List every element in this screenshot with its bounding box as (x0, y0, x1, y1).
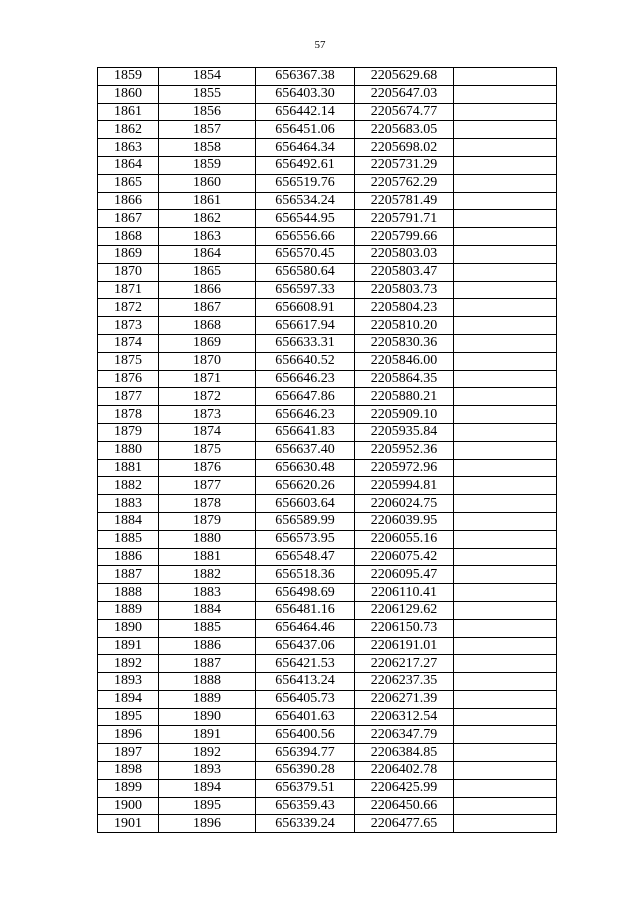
point-number-cell: 1871 (98, 281, 159, 299)
note-cell (454, 406, 557, 424)
page-number: 57 (314, 39, 326, 51)
point-number-cell: 1879 (98, 423, 159, 441)
point-number-cell: 1887 (98, 566, 159, 584)
note-cell (454, 708, 557, 726)
point-number-cell: 1864 (98, 156, 159, 174)
note-cell (454, 68, 557, 86)
reference-number-cell: 1864 (159, 245, 256, 263)
x-coordinate-cell: 656580.64 (256, 263, 355, 281)
x-coordinate-cell: 656394.77 (256, 744, 355, 762)
table-row (98, 103, 557, 121)
note-cell (454, 299, 557, 317)
table-row (98, 370, 557, 388)
point-number-cell: 1870 (98, 263, 159, 281)
point-number-cell: 1859 (98, 68, 159, 86)
note-cell (454, 548, 557, 566)
table-row (98, 726, 557, 744)
y-coordinate-cell: 2206075.42 (355, 548, 454, 566)
note-cell (454, 103, 557, 121)
y-coordinate-cell: 2205803.47 (355, 263, 454, 281)
table-row (98, 797, 557, 815)
note-cell (454, 779, 557, 797)
table-row (98, 317, 557, 335)
y-coordinate-cell: 2205803.03 (355, 245, 454, 263)
y-coordinate-cell: 2206477.65 (355, 815, 454, 833)
point-number-cell: 1878 (98, 406, 159, 424)
x-coordinate-cell: 656617.94 (256, 317, 355, 335)
point-number-cell: 1892 (98, 655, 159, 673)
x-coordinate-cell: 656367.38 (256, 68, 355, 86)
reference-number-cell: 1893 (159, 762, 256, 780)
x-coordinate-cell: 656630.48 (256, 459, 355, 477)
x-coordinate-cell: 656534.24 (256, 192, 355, 210)
table-row (98, 441, 557, 459)
note-cell (454, 815, 557, 833)
table-row (98, 334, 557, 352)
y-coordinate-cell: 2206217.27 (355, 655, 454, 673)
table-row (98, 192, 557, 210)
table-row (98, 352, 557, 370)
y-coordinate-cell: 2205864.35 (355, 370, 454, 388)
table-row (98, 388, 557, 406)
y-coordinate-cell: 2205830.36 (355, 334, 454, 352)
x-coordinate-cell: 656646.23 (256, 370, 355, 388)
y-coordinate-cell: 2206384.85 (355, 744, 454, 762)
note-cell (454, 441, 557, 459)
note-cell (454, 673, 557, 691)
reference-number-cell: 1885 (159, 619, 256, 637)
y-coordinate-cell: 2205846.00 (355, 352, 454, 370)
y-coordinate-cell: 2205803.73 (355, 281, 454, 299)
reference-number-cell: 1872 (159, 388, 256, 406)
point-number-cell: 1880 (98, 441, 159, 459)
y-coordinate-cell: 2205731.29 (355, 156, 454, 174)
note-cell (454, 601, 557, 619)
note-cell (454, 655, 557, 673)
note-cell (454, 156, 557, 174)
y-coordinate-cell: 2206039.95 (355, 512, 454, 530)
table-row (98, 744, 557, 762)
reference-number-cell: 1877 (159, 477, 256, 495)
table-row (98, 655, 557, 673)
x-coordinate-cell: 656498.69 (256, 584, 355, 602)
x-coordinate-cell: 656597.33 (256, 281, 355, 299)
point-number-cell: 1886 (98, 548, 159, 566)
y-coordinate-cell: 2205762.29 (355, 174, 454, 192)
x-coordinate-cell: 656492.61 (256, 156, 355, 174)
reference-number-cell: 1890 (159, 708, 256, 726)
y-coordinate-cell: 2205781.49 (355, 192, 454, 210)
x-coordinate-cell: 656464.46 (256, 619, 355, 637)
reference-number-cell: 1870 (159, 352, 256, 370)
note-cell (454, 726, 557, 744)
y-coordinate-cell: 2206191.01 (355, 637, 454, 655)
table-row (98, 779, 557, 797)
reference-number-cell: 1884 (159, 601, 256, 619)
table-row (98, 584, 557, 602)
reference-number-cell: 1875 (159, 441, 256, 459)
point-number-cell: 1891 (98, 637, 159, 655)
note-cell (454, 139, 557, 157)
point-number-cell: 1873 (98, 317, 159, 335)
note-cell (454, 370, 557, 388)
x-coordinate-cell: 656603.64 (256, 495, 355, 513)
x-coordinate-cell: 656647.86 (256, 388, 355, 406)
x-coordinate-cell: 656451.06 (256, 121, 355, 139)
table-row (98, 139, 557, 157)
y-coordinate-cell: 2205799.66 (355, 228, 454, 246)
reference-number-cell: 1889 (159, 690, 256, 708)
note-cell (454, 584, 557, 602)
y-coordinate-cell: 2205994.81 (355, 477, 454, 495)
x-coordinate-cell: 656401.63 (256, 708, 355, 726)
note-cell (454, 85, 557, 103)
table-row (98, 673, 557, 691)
table-row (98, 566, 557, 584)
table-row (98, 228, 557, 246)
note-cell (454, 637, 557, 655)
reference-number-cell: 1858 (159, 139, 256, 157)
point-number-cell: 1898 (98, 762, 159, 780)
point-number-cell: 1869 (98, 245, 159, 263)
point-number-cell: 1899 (98, 779, 159, 797)
table-row (98, 156, 557, 174)
point-number-cell: 1900 (98, 797, 159, 815)
point-number-cell: 1889 (98, 601, 159, 619)
table-row (98, 459, 557, 477)
table-row (98, 174, 557, 192)
y-coordinate-cell: 2206402.78 (355, 762, 454, 780)
reference-number-cell: 1856 (159, 103, 256, 121)
x-coordinate-cell: 656481.16 (256, 601, 355, 619)
y-coordinate-cell: 2205674.77 (355, 103, 454, 121)
reference-number-cell: 1896 (159, 815, 256, 833)
y-coordinate-cell: 2205683.05 (355, 121, 454, 139)
point-number-cell: 1867 (98, 210, 159, 228)
note-cell (454, 690, 557, 708)
coordinates-table (97, 67, 557, 833)
x-coordinate-cell: 656608.91 (256, 299, 355, 317)
reference-number-cell: 1892 (159, 744, 256, 762)
table-row (98, 263, 557, 281)
y-coordinate-cell: 2205880.21 (355, 388, 454, 406)
x-coordinate-cell: 656437.06 (256, 637, 355, 655)
table-row (98, 245, 557, 263)
reference-number-cell: 1888 (159, 673, 256, 691)
note-cell (454, 744, 557, 762)
x-coordinate-cell: 656637.40 (256, 441, 355, 459)
x-coordinate-cell: 656464.34 (256, 139, 355, 157)
point-number-cell: 1865 (98, 174, 159, 192)
table-row (98, 210, 557, 228)
reference-number-cell: 1874 (159, 423, 256, 441)
point-number-cell: 1884 (98, 512, 159, 530)
point-number-cell: 1862 (98, 121, 159, 139)
y-coordinate-cell: 2205952.36 (355, 441, 454, 459)
x-coordinate-cell: 656403.30 (256, 85, 355, 103)
table-row (98, 423, 557, 441)
table-row (98, 637, 557, 655)
x-coordinate-cell: 656339.24 (256, 815, 355, 833)
reference-number-cell: 1866 (159, 281, 256, 299)
point-number-cell: 1861 (98, 103, 159, 121)
y-coordinate-cell: 2205909.10 (355, 406, 454, 424)
y-coordinate-cell: 2206150.73 (355, 619, 454, 637)
table-row (98, 477, 557, 495)
y-coordinate-cell: 2206347.79 (355, 726, 454, 744)
note-cell (454, 317, 557, 335)
y-coordinate-cell: 2206024.75 (355, 495, 454, 513)
note-cell (454, 388, 557, 406)
reference-number-cell: 1854 (159, 68, 256, 86)
y-coordinate-cell: 2205791.71 (355, 210, 454, 228)
y-coordinate-cell: 2205804.23 (355, 299, 454, 317)
table-row (98, 281, 557, 299)
y-coordinate-cell: 2206129.62 (355, 601, 454, 619)
y-coordinate-cell: 2206110.41 (355, 584, 454, 602)
table-row (98, 68, 557, 86)
y-coordinate-cell: 2206425.99 (355, 779, 454, 797)
point-number-cell: 1876 (98, 370, 159, 388)
y-coordinate-cell: 2206312.54 (355, 708, 454, 726)
table-row (98, 690, 557, 708)
x-coordinate-cell: 656570.45 (256, 245, 355, 263)
x-coordinate-cell: 656379.51 (256, 779, 355, 797)
y-coordinate-cell: 2206271.39 (355, 690, 454, 708)
point-number-cell: 1885 (98, 530, 159, 548)
reference-number-cell: 1883 (159, 584, 256, 602)
point-number-cell: 1882 (98, 477, 159, 495)
point-number-cell: 1881 (98, 459, 159, 477)
reference-number-cell: 1879 (159, 512, 256, 530)
reference-number-cell: 1880 (159, 530, 256, 548)
point-number-cell: 1874 (98, 334, 159, 352)
reference-number-cell: 1860 (159, 174, 256, 192)
x-coordinate-cell: 656519.76 (256, 174, 355, 192)
reference-number-cell: 1894 (159, 779, 256, 797)
table-row (98, 512, 557, 530)
table-row (98, 708, 557, 726)
x-coordinate-cell: 656421.53 (256, 655, 355, 673)
note-cell (454, 797, 557, 815)
note-cell (454, 762, 557, 780)
x-coordinate-cell: 656589.99 (256, 512, 355, 530)
reference-number-cell: 1857 (159, 121, 256, 139)
reference-number-cell: 1865 (159, 263, 256, 281)
note-cell (454, 512, 557, 530)
x-coordinate-cell: 656646.23 (256, 406, 355, 424)
x-coordinate-cell: 656400.56 (256, 726, 355, 744)
y-coordinate-cell: 2205810.20 (355, 317, 454, 335)
x-coordinate-cell: 656633.31 (256, 334, 355, 352)
x-coordinate-cell: 656359.43 (256, 797, 355, 815)
note-cell (454, 281, 557, 299)
reference-number-cell: 1859 (159, 156, 256, 174)
table-row (98, 121, 557, 139)
y-coordinate-cell: 2205698.02 (355, 139, 454, 157)
x-coordinate-cell: 656573.95 (256, 530, 355, 548)
table-row (98, 815, 557, 833)
reference-number-cell: 1861 (159, 192, 256, 210)
note-cell (454, 228, 557, 246)
point-number-cell: 1872 (98, 299, 159, 317)
point-number-cell: 1901 (98, 815, 159, 833)
note-cell (454, 530, 557, 548)
point-number-cell: 1896 (98, 726, 159, 744)
point-number-cell: 1894 (98, 690, 159, 708)
x-coordinate-cell: 656544.95 (256, 210, 355, 228)
reference-number-cell: 1886 (159, 637, 256, 655)
y-coordinate-cell: 2205647.03 (355, 85, 454, 103)
reference-number-cell: 1863 (159, 228, 256, 246)
reference-number-cell: 1891 (159, 726, 256, 744)
reference-number-cell: 1895 (159, 797, 256, 815)
table-body (98, 68, 557, 833)
x-coordinate-cell: 656556.66 (256, 228, 355, 246)
note-cell (454, 192, 557, 210)
note-cell (454, 619, 557, 637)
point-number-cell: 1875 (98, 352, 159, 370)
table-row (98, 406, 557, 424)
x-coordinate-cell: 656390.28 (256, 762, 355, 780)
y-coordinate-cell: 2205972.96 (355, 459, 454, 477)
point-number-cell: 1863 (98, 139, 159, 157)
reference-number-cell: 1882 (159, 566, 256, 584)
y-coordinate-cell: 2205629.68 (355, 68, 454, 86)
table-row (98, 530, 557, 548)
note-cell (454, 477, 557, 495)
x-coordinate-cell: 656518.36 (256, 566, 355, 584)
x-coordinate-cell: 656641.83 (256, 423, 355, 441)
note-cell (454, 210, 557, 228)
note-cell (454, 245, 557, 263)
reference-number-cell: 1876 (159, 459, 256, 477)
note-cell (454, 495, 557, 513)
y-coordinate-cell: 2205935.84 (355, 423, 454, 441)
y-coordinate-cell: 2206055.16 (355, 530, 454, 548)
table-row (98, 548, 557, 566)
note-cell (454, 121, 557, 139)
reference-number-cell: 1887 (159, 655, 256, 673)
note-cell (454, 334, 557, 352)
reference-number-cell: 1869 (159, 334, 256, 352)
note-cell (454, 352, 557, 370)
point-number-cell: 1895 (98, 708, 159, 726)
table-row (98, 299, 557, 317)
reference-number-cell: 1878 (159, 495, 256, 513)
x-coordinate-cell: 656548.47 (256, 548, 355, 566)
reference-number-cell: 1862 (159, 210, 256, 228)
x-coordinate-cell: 656640.52 (256, 352, 355, 370)
table-row (98, 619, 557, 637)
point-number-cell: 1893 (98, 673, 159, 691)
y-coordinate-cell: 2206095.47 (355, 566, 454, 584)
x-coordinate-cell: 656620.26 (256, 477, 355, 495)
reference-number-cell: 1881 (159, 548, 256, 566)
note-cell (454, 566, 557, 584)
reference-number-cell: 1873 (159, 406, 256, 424)
point-number-cell: 1877 (98, 388, 159, 406)
point-number-cell: 1883 (98, 495, 159, 513)
note-cell (454, 263, 557, 281)
point-number-cell: 1866 (98, 192, 159, 210)
note-cell (454, 423, 557, 441)
x-coordinate-cell: 656405.73 (256, 690, 355, 708)
point-number-cell: 1868 (98, 228, 159, 246)
note-cell (454, 174, 557, 192)
x-coordinate-cell: 656413.24 (256, 673, 355, 691)
table-row (98, 85, 557, 103)
reference-number-cell: 1871 (159, 370, 256, 388)
table-row (98, 601, 557, 619)
point-number-cell: 1890 (98, 619, 159, 637)
table-row (98, 762, 557, 780)
y-coordinate-cell: 2206237.35 (355, 673, 454, 691)
point-number-cell: 1860 (98, 85, 159, 103)
reference-number-cell: 1855 (159, 85, 256, 103)
note-cell (454, 459, 557, 477)
reference-number-cell: 1867 (159, 299, 256, 317)
reference-number-cell: 1868 (159, 317, 256, 335)
point-number-cell: 1897 (98, 744, 159, 762)
y-coordinate-cell: 2206450.66 (355, 797, 454, 815)
point-number-cell: 1888 (98, 584, 159, 602)
table-row (98, 495, 557, 513)
x-coordinate-cell: 656442.14 (256, 103, 355, 121)
